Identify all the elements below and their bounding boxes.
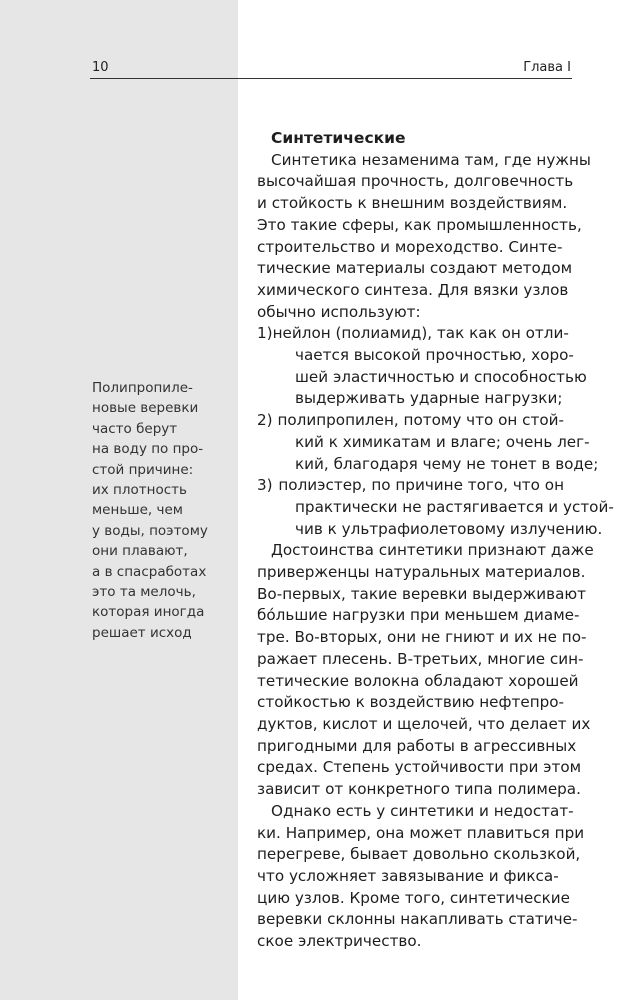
list-text: чается высокой прочностью, хоро- [295,346,574,365]
text-line: строительство и мореходство. Синте- [257,237,563,256]
list-text: выдерживать ударные нагрузки; [295,389,563,408]
text-line: тетические волокна обладают хорошей [257,671,579,690]
side-note-line: которая иногда [92,604,205,621]
main-text [257,128,614,953]
text-line: тре. Во-вторых, они не гниют и их не по- [257,628,587,647]
list-text: нейлон (полиамид), так как он отли- [272,324,569,343]
text-line: Синтетика незаменима там, где нужны [271,150,591,169]
text-line: средах. Степень устойчивости при этом [257,758,582,777]
list-number: 3) [257,476,273,495]
page-number: 10 [92,60,109,75]
text-line: ское электричество. [257,932,422,951]
side-note-line: их плотность [92,482,187,499]
side-note-line: это та мелочь, [92,584,196,601]
text-line: и стойкость к внешним воздействиям. [257,194,568,213]
chapter-title: Глава I [523,60,571,75]
text-line: Достоинства синтетики признают даже [271,541,594,560]
text-line: бо́льшие нагрузки при меньшем диаме- [257,606,580,625]
side-note-line: стой причине: [92,461,194,478]
header-rule [90,78,572,79]
text-line: обычно используют: [257,302,421,321]
side-note-line: меньше, чем [92,502,183,519]
list-text: шей эластичностью и способностью [295,367,587,386]
side-note-line: решает исход [92,624,192,641]
side-note-line: Полипропиле- [92,380,193,396]
side-note [92,378,232,643]
text-line: Во-первых, такие веревки выдерживают [257,584,587,603]
section-heading: Синтетические [271,129,406,147]
list-text: полипропилен, потому что он стой- [277,411,564,430]
side-note-line: они плавают, [92,543,188,560]
text-line: ки. Например, она может плавиться при [257,823,585,842]
side-note-line: новые веревки [92,400,199,417]
list-number: 1) [257,324,273,343]
side-note-line: у воды, поэтому [92,522,208,539]
list-item [257,323,569,345]
side-note-line: на воду по про- [92,441,204,458]
text-line: перегреве, бывает довольно скользкой, [257,845,581,864]
list-number: 2) [257,411,273,430]
list-item [257,475,564,497]
text-line: пригодными для работы в агрессивных [257,736,577,755]
text-line: веревки склонны накапливать статиче- [257,910,578,929]
list-text: кий, благодаря чему не тонет в воде; [295,454,599,473]
text-line: приверженцы натуральных материалов. [257,563,586,582]
side-note-line: а в спасработах [92,563,207,580]
text-line: что усложняет завязывание и фикса- [257,866,559,885]
list-text: кий к химикатам и влаге; очень лег- [295,432,590,451]
list-text: полиэстер, по причине того, что он [278,476,564,495]
text-line: Это такие сферы, как промышленность, [257,215,582,234]
list-text: практически не растягивается и устой- [295,497,614,516]
text-line: высочайшая прочность, долговечность [257,172,574,191]
text-line: ражает плесень. В-третьих, многие син- [257,649,584,668]
text-line: цию узлов. Кроме того, синтетические [257,888,571,907]
list-item [257,410,564,432]
text-line: стойкостью к воздействию нефтепро- [257,693,565,712]
side-note-line: часто берут [92,420,178,437]
text-line: зависит от конкретного типа полимера. [257,780,581,799]
list-text: чив к ультрафиолетовому излучению. [295,519,603,538]
text-line: Однако есть у синтетики и недостат- [271,801,574,820]
text-line: тические материалы создают методом [257,259,573,278]
text-line: дуктов, кислот и щелочей, что делает их [257,714,591,733]
text-line: химического синтеза. Для вязки узлов [257,280,569,299]
